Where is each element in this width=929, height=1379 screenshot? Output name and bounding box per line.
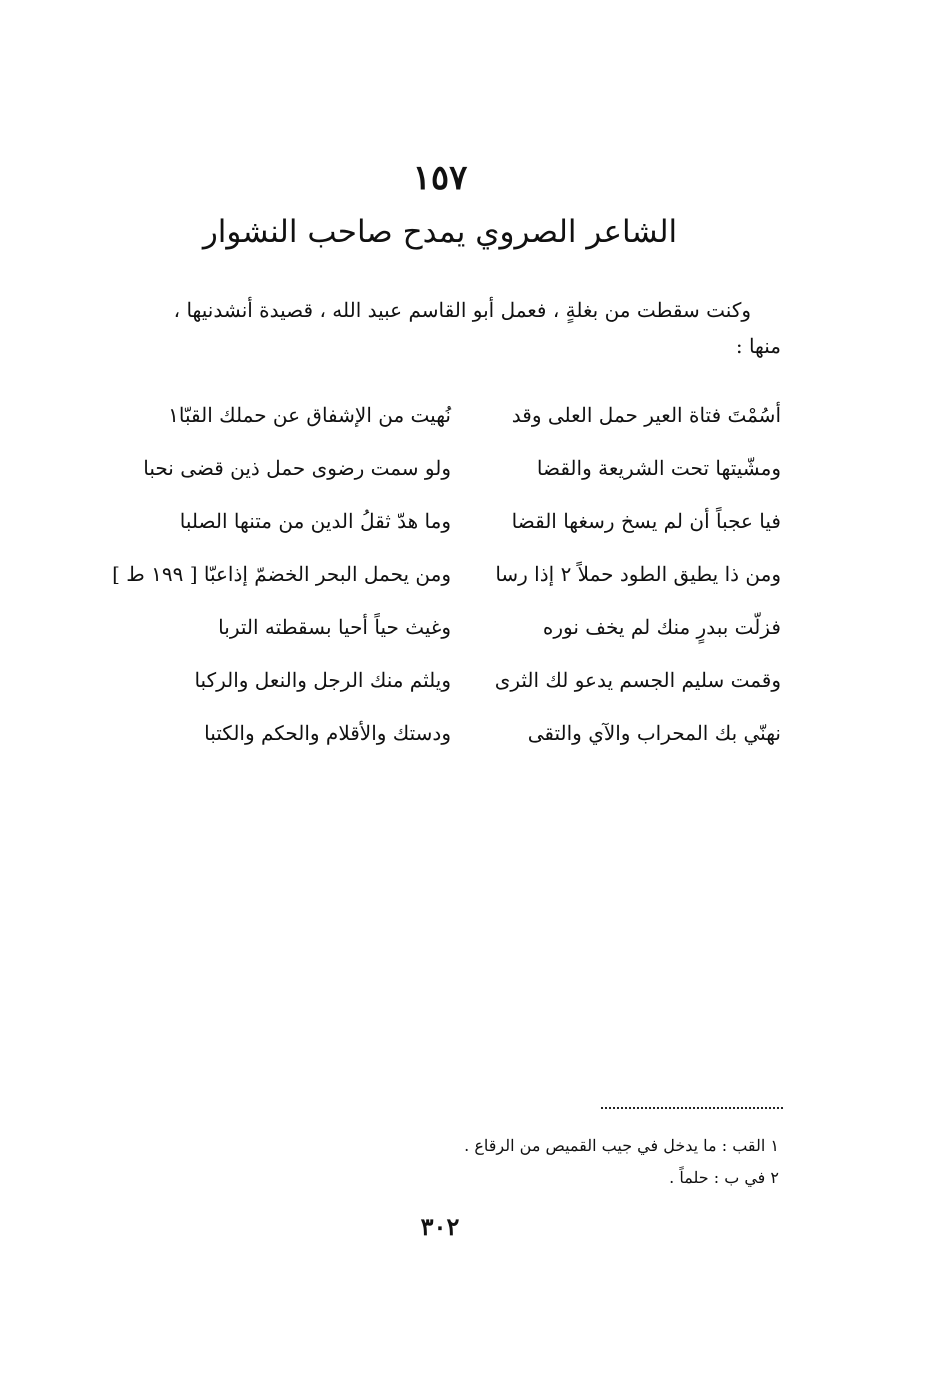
section-number: ١٥٧ <box>412 158 468 198</box>
footnote-2: ٢ في ب : حلماً . <box>669 1168 779 1187</box>
verse-line <box>121 441 781 494</box>
verse-second-hemistich: ومن يحمل البحر الخضمّ إذاعبّا [ ١٩٩ ط ] <box>112 561 451 586</box>
verse-second-hemistich: ويلثم منك الرجل والنعل والركبا <box>194 667 451 692</box>
verse-second-hemistich: ودستك والأقلام والحكم والكتبا <box>204 720 451 745</box>
verse-line <box>121 706 781 759</box>
footnote-1: ١ القب : ما يدخل في جيب القميص من الرقاع . <box>464 1136 779 1155</box>
verse-first-hemistich: وقمت سليم الجسم يدعو لك الثرى <box>494 667 781 692</box>
verse-first-hemistich: فيا عجباً أن لم يسخ رسغها القضا <box>511 508 781 533</box>
verse-line <box>112 547 781 600</box>
page-number: ٣٠٢ <box>420 1212 460 1241</box>
verse-second-hemistich: نُهيت من الإشفاق عن حملك القبّا١ <box>168 402 451 427</box>
intro-line-2: منها : <box>735 334 781 358</box>
verse-first-hemistich: أسُمْتَ فتاة العير حمل العلى وقد <box>511 402 781 427</box>
intro-line-1: وكنت سقطت من بغلةٍ ، فعمل أبو القاسم عبيد الله ، قصيدة أنشدنيها ، <box>173 298 751 322</box>
poem-verses <box>112 388 781 759</box>
verse-line <box>121 653 781 706</box>
verse-first-hemistich: نهنّي بك المحراب والآي والتقى <box>527 720 781 745</box>
verse-first-hemistich: فزلّت ببدرٍ منك لم يخف نوره <box>542 614 781 639</box>
verse-line <box>121 388 781 441</box>
verse-first-hemistich: ومن ذا يطيق الطود حملاً ٢ إذا رسا <box>495 561 781 586</box>
footnotes <box>179 1130 779 1194</box>
verse-second-hemistich: ولو سمت رضوى حمل ذين قضى نحبا <box>143 455 451 480</box>
verse-line <box>121 600 781 653</box>
footnote-divider <box>601 1107 783 1109</box>
verse-first-hemistich: ومشّيتها تحت الشريعة والقضا <box>536 455 781 480</box>
section-title: الشاعر الصروي يمدح صاحب النشوار <box>202 214 678 250</box>
intro-paragraph <box>121 292 781 364</box>
verse-line <box>121 494 781 547</box>
verse-second-hemistich: وغيث حياً أحيا بسقطته التربا <box>218 614 451 639</box>
verse-second-hemistich: وما هدّ ثقلُ الدين من متنها الصلبا <box>179 508 451 533</box>
